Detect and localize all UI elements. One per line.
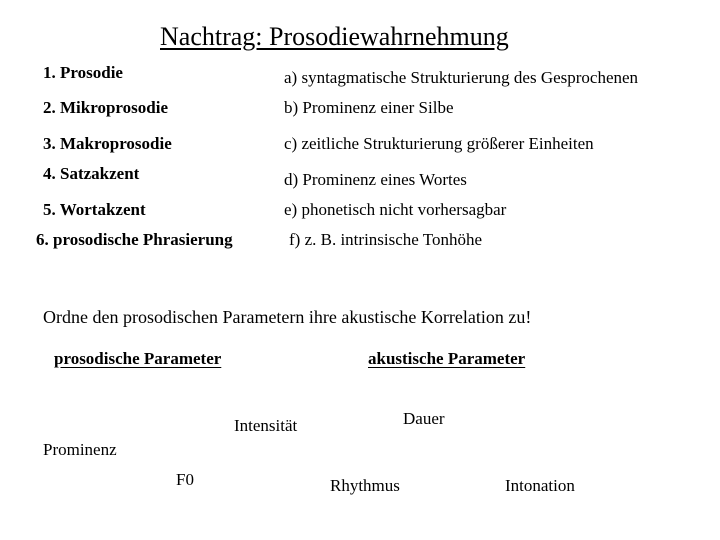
page-title: Nachtrag: Prosodiewahrnehmung: [160, 22, 509, 51]
column-heading-acoustic: akustische Parameter: [368, 349, 526, 368]
instruction-text: Ordne den prosodischen Parametern ihre akustische Korrelation zu!: [43, 307, 532, 327]
term-mikroprosodie: 2. Mikroprosodie: [43, 98, 168, 117]
term-prosodie: 1. Prosodie: [43, 63, 123, 82]
definition-a: a) syntagmatische Strukturierung des Gesprochenen: [284, 68, 639, 87]
definition-b: b) Prominenz einer Silbe: [284, 98, 454, 117]
term-wortakzent: 5. Wortakzent: [43, 200, 146, 219]
definition-c: c) zeitliche Strukturierung größerer Einheiten: [284, 134, 594, 153]
definition-e: e) phonetisch nicht vorhersagbar: [284, 200, 507, 219]
definition-d: d) Prominenz eines Wortes: [284, 170, 467, 189]
word-f0: F0: [176, 470, 194, 489]
column-heading-prosodic: prosodische Parameter: [54, 349, 222, 368]
term-satzakzent: 4. Satzakzent: [43, 164, 140, 183]
word-intensitaet: Intensität: [234, 416, 298, 435]
word-dauer: Dauer: [403, 409, 445, 428]
word-intonation: Intonation: [505, 476, 575, 495]
word-rhythmus: Rhythmus: [330, 476, 400, 495]
term-prosodische-phrasierung: 6. prosodische Phrasierung: [36, 230, 233, 249]
term-makroprosodie: 3. Makroprosodie: [43, 134, 172, 153]
word-prominenz: Prominenz: [43, 440, 117, 459]
definition-f: f) z. B. intrinsische Tonhöhe: [289, 230, 483, 249]
